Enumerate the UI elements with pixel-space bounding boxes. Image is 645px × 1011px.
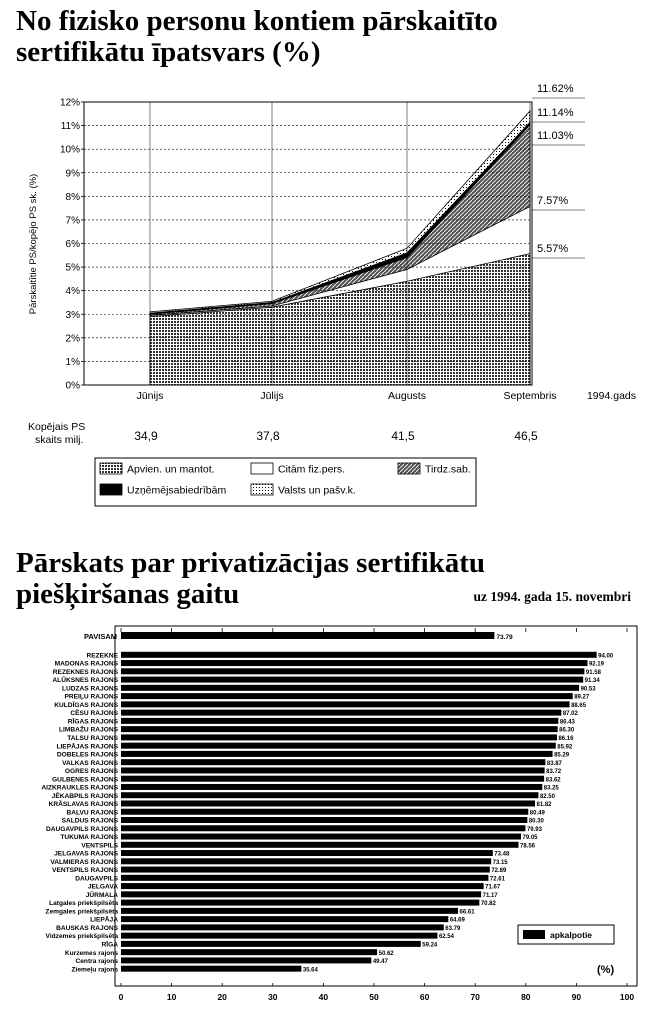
y-tick-label: 7% xyxy=(65,215,80,227)
bar-total-label: PAVISAM xyxy=(83,632,117,641)
y-axis-label: Pārskaitītie PS/kopējo PS sk. (%) xyxy=(28,173,39,315)
x-tick-label: 70 xyxy=(470,992,480,1002)
bar-value-label: 87.02 xyxy=(562,711,578,718)
bar-value-label: 82.50 xyxy=(539,793,555,800)
x-tick-label: 50 xyxy=(369,992,379,1002)
x-axis-label: 1994.gads xyxy=(586,390,636,402)
bar-total-value: 73.79 xyxy=(496,634,513,641)
x-tick-label: Septembris xyxy=(503,390,557,402)
bar xyxy=(121,966,301,972)
y-tick-label: 2% xyxy=(65,333,80,345)
total-value: 41,5 xyxy=(391,429,415,443)
bar-category-label: KULDĪGAS RAJONS xyxy=(54,701,118,709)
bar-value-label: 91.34 xyxy=(584,678,600,685)
end-label: 5.57% xyxy=(537,243,569,255)
end-label: 7.57% xyxy=(537,195,569,207)
bar-category-label: REZEKNES RAJONS xyxy=(52,668,118,676)
bar-category-label: SALDUS RAJONS xyxy=(61,817,118,825)
x-tick-label: 40 xyxy=(318,992,329,1002)
bar-value-label: 66.61 xyxy=(459,909,475,916)
y-tick-label: 10% xyxy=(59,144,80,156)
bar-value-label: 91.58 xyxy=(585,669,601,676)
bar-category-label: KRĀSLAVAS RAJONS xyxy=(48,801,118,809)
bar-category-label: TALSU RAJONS xyxy=(67,735,118,742)
bar-category-label: Zemgales priekšpilsēta xyxy=(45,908,118,916)
end-label: 11.03% xyxy=(537,130,574,142)
y-tick-label: 1% xyxy=(65,356,80,368)
bar-value-label: 63.79 xyxy=(445,925,461,932)
bar xyxy=(121,850,493,856)
bar-category-label: BAUSKAS RAJONS xyxy=(56,924,118,932)
bar-value-label: 86.16 xyxy=(558,736,574,742)
y-tick-label: 4% xyxy=(65,286,80,298)
x-tick-label: 0 xyxy=(118,992,124,1002)
y-tick-label: 6% xyxy=(65,239,80,250)
bar xyxy=(121,941,421,947)
x-tick-label: Jūlijs xyxy=(260,390,284,402)
bar xyxy=(121,726,558,732)
bar xyxy=(121,792,538,798)
bar-value-label: 88.65 xyxy=(571,702,587,709)
bar xyxy=(121,693,573,699)
bar-value-label: 86.30 xyxy=(559,727,575,734)
bar-value-label: 70.82 xyxy=(480,901,496,908)
bar-value-label: 94.00 xyxy=(598,653,614,660)
bar-category-label: VALMIERAS RAJONS xyxy=(50,858,118,866)
bar-value-label: 50.62 xyxy=(378,950,394,957)
bar-value-label: 64.69 xyxy=(449,917,465,924)
total-value: 34,9 xyxy=(134,429,158,443)
bar-category-label: RĪGAS RAJONS xyxy=(67,718,118,726)
bar-value-label: 83.72 xyxy=(546,769,562,776)
x-tick-label: 60 xyxy=(419,992,430,1002)
x-tick-label: 100 xyxy=(619,992,635,1002)
bar-category-label: TUKUMA RAJONS xyxy=(60,834,118,842)
bar-category-label: JELGAVA xyxy=(87,883,118,891)
bar-value-label: 62.54 xyxy=(438,934,454,941)
end-label: 11.62% xyxy=(537,83,574,95)
bar-category-label: AIZKRAUKLES RAJONS xyxy=(41,784,118,792)
bar xyxy=(121,784,542,790)
bar xyxy=(121,933,437,939)
bar-value-label: 79.05 xyxy=(522,835,538,842)
unit-label: (%) xyxy=(597,964,615,976)
bar-value-label: 89.27 xyxy=(574,694,590,701)
bar-category-label: REZEKNE xyxy=(86,652,118,660)
bar xyxy=(121,949,377,955)
bar-value-label: 83.62 xyxy=(545,777,561,784)
bar-category-label: GULBENES RAJONS xyxy=(52,776,118,784)
bar xyxy=(121,883,484,889)
legend-label: Uzņēmējsabiedrībām xyxy=(127,484,227,497)
bar-value-label: 90.53 xyxy=(580,686,596,693)
bar-value-label: 49.47 xyxy=(372,959,388,966)
bar-category-label: OGRES RAJONS xyxy=(64,768,118,776)
y-tick-label: 11% xyxy=(60,121,80,133)
y-tick-label: 12% xyxy=(59,97,80,109)
bar-value-label: 83.87 xyxy=(546,760,562,767)
bar-value-label: 86.43 xyxy=(559,719,575,726)
bar-category-label: Latgales priekšpilsēta xyxy=(49,900,118,908)
bar xyxy=(121,660,587,666)
y-tick-label: 9% xyxy=(65,168,80,180)
bar xyxy=(121,767,545,773)
bar xyxy=(121,718,558,724)
bar xyxy=(121,743,556,749)
bar xyxy=(121,685,579,691)
bar-value-label: 71.17 xyxy=(482,892,498,899)
bar xyxy=(121,825,525,831)
legend-swatch xyxy=(523,930,545,939)
bar xyxy=(121,652,597,658)
bar-category-label: JĒKABPILS RAJONS xyxy=(51,792,118,800)
bar-category-label: LIMBAŽU RAJONS xyxy=(59,726,118,734)
bar xyxy=(121,834,521,840)
bar xyxy=(121,734,557,740)
bar-value-label: 72.89 xyxy=(491,868,507,875)
bar xyxy=(121,677,583,683)
bar-category-label: Vidzemes priekšpilsēta xyxy=(45,933,118,941)
x-tick-label: Augusts xyxy=(388,390,426,402)
bar xyxy=(121,924,444,930)
total-value: 46,5 xyxy=(514,429,538,443)
bar-category-label: JŪRMALA xyxy=(85,891,118,899)
bar-value-label: 85.92 xyxy=(557,744,573,751)
bar xyxy=(121,701,570,707)
bar-category-label: VENTSPILS xyxy=(81,842,118,850)
chart2-title: Pārskats par privatizācijas sertifikātu piešķiršanas gaitu xyxy=(16,547,486,610)
bar-category-label: PREIĻU RAJONS xyxy=(64,693,118,701)
chart1-title: No fizisko personu kontiem pārskaitīto sertifikātu īpatsvars (%) xyxy=(16,5,498,68)
bar-category-label: LUDZAS RAJONS xyxy=(61,685,118,693)
bar-value-label: 72.61 xyxy=(489,876,505,883)
x-tick-label: 20 xyxy=(217,992,227,1002)
x-tick-label: 10 xyxy=(166,992,177,1002)
x-tick-label: 30 xyxy=(268,992,278,1002)
bar xyxy=(121,809,528,815)
bar xyxy=(121,776,544,782)
bar xyxy=(121,751,553,757)
bar-category-label: MADONAS RAJONS xyxy=(54,660,118,668)
bar-category-label: DAUGAVPILS xyxy=(75,875,118,883)
bar-category-label: Ziemeļu rajons xyxy=(71,966,118,974)
bar-category-label: VALKAS RAJONS xyxy=(62,759,118,767)
bar-value-label: 79.93 xyxy=(526,826,542,833)
totals-label: Kopējais PS xyxy=(28,421,86,433)
totals-label: skaits milj. xyxy=(35,434,84,446)
bar-total xyxy=(121,632,494,639)
bar-category-label: LIEPĀJAS RAJONS xyxy=(56,743,118,751)
x-tick-label: 80 xyxy=(521,992,531,1002)
bar-value-label: 78.56 xyxy=(520,843,536,850)
bar xyxy=(121,858,491,864)
bar-value-label: 59.24 xyxy=(422,942,438,949)
bar-category-label: LIEPĀJA xyxy=(90,916,118,924)
bar-category-label: DOBELES RAJONS xyxy=(56,751,118,759)
bar-value-label: 73.15 xyxy=(492,859,508,866)
bar xyxy=(121,759,545,765)
y-tick-label: 3% xyxy=(65,309,80,321)
x-tick-label: Jūnijs xyxy=(136,390,164,402)
bar xyxy=(121,867,490,873)
bar-value-label: 85.29 xyxy=(554,752,570,759)
bar-value-label: 71.67 xyxy=(485,884,501,891)
bar-value-label: 92.19 xyxy=(588,661,604,668)
end-label: 11.14% xyxy=(537,107,574,119)
chart2-subtitle: uz 1994. gada 15. novembri xyxy=(473,589,631,604)
bar xyxy=(121,891,481,897)
bar-value-label: 83.25 xyxy=(543,785,559,792)
bar-value-label: 73.48 xyxy=(494,851,510,858)
bar-value-label: 35.64 xyxy=(302,967,318,974)
bar-category-label: CĒSU RAJONS xyxy=(70,710,118,718)
bar-value-label: 80.30 xyxy=(528,818,544,825)
bar-value-label: 81.82 xyxy=(536,802,552,809)
bar-category-label: DAUGAVPILS RAJONS xyxy=(45,825,118,833)
y-tick-label: 5% xyxy=(65,262,80,274)
bar-value-label: 80.49 xyxy=(529,810,545,817)
bar-category-label: BALVU RAJONS xyxy=(66,809,118,817)
legend-label: Citām fiz.pers. xyxy=(278,463,346,476)
bar xyxy=(121,908,458,914)
bar-category-label: VENTSPILS RAJONS xyxy=(52,867,118,875)
legend-label: Tirdz.sab. xyxy=(425,463,471,476)
bar xyxy=(121,842,519,848)
bar-category-label: RĪGA xyxy=(101,941,118,949)
legend-label: Valsts un pašv.k. xyxy=(278,484,356,497)
bar xyxy=(121,900,479,906)
x-tick-label: 90 xyxy=(571,992,582,1002)
bar xyxy=(121,668,584,674)
bar-category-label: ALŪKSNES RAJONS xyxy=(52,677,118,685)
bar xyxy=(121,916,448,922)
y-tick-label: 0% xyxy=(65,380,80,392)
bar xyxy=(121,875,488,881)
bar-category-label: Centra rajons xyxy=(75,958,118,966)
bar xyxy=(121,817,527,823)
total-value: 37,8 xyxy=(256,429,280,443)
bar xyxy=(121,710,561,716)
bar-category-label: JELGAVAS RAJONS xyxy=(54,850,118,858)
bar xyxy=(121,800,535,806)
legend-label: apkalpotie xyxy=(550,930,593,940)
bar-category-label: Kurzemes rajons xyxy=(64,949,118,957)
bar xyxy=(121,957,371,963)
legend-label: Apvien. un mantot. xyxy=(127,463,215,476)
y-tick-label: 8% xyxy=(65,191,80,203)
